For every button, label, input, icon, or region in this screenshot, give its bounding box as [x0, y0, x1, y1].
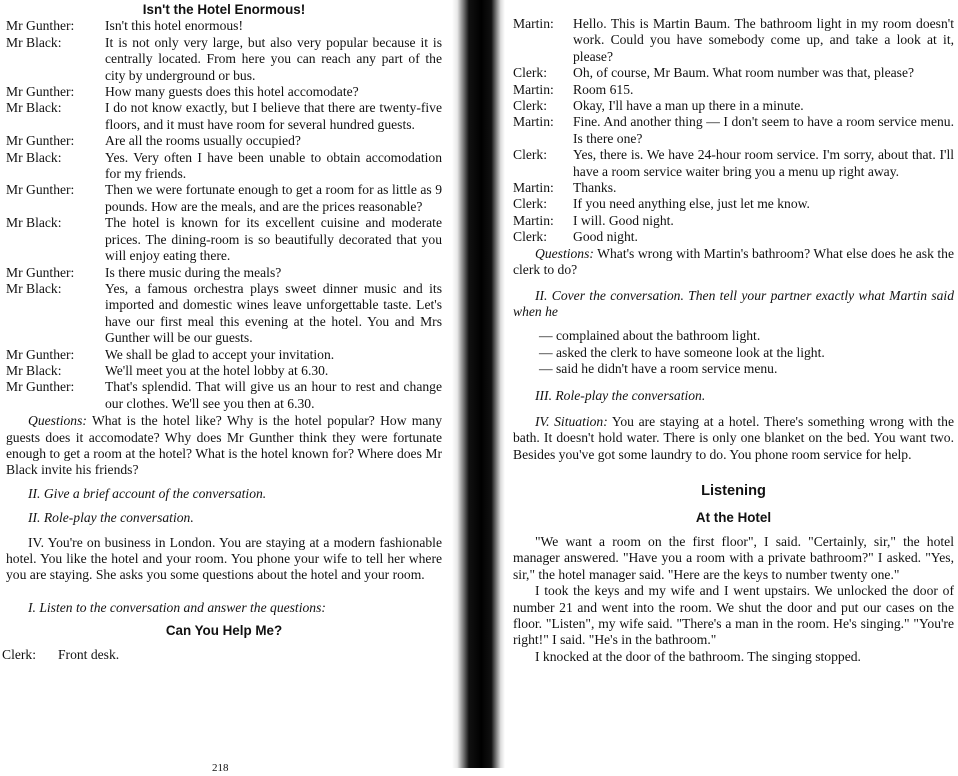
questions-label: Questions:: [28, 413, 87, 429]
speech: Oh, of course, Mr Baum. What room number was that, please?: [573, 65, 915, 81]
dialogue-title-2: Can You Help Me?: [165, 623, 283, 639]
questions-text: What's wrong with Martin's bathroom? What else does he ask the clerk to do?: [513, 245, 954, 278]
speaker: Clerk:: [513, 98, 547, 114]
speaker: Clerk:: [513, 196, 547, 212]
speaker: Clerk:: [513, 147, 547, 163]
questions-block: [6, 413, 442, 479]
dialogue-line: [6, 182, 442, 215]
speech: Room 615.: [573, 81, 634, 97]
dialogue-line: [6, 215, 442, 264]
dialogue-line: [513, 147, 954, 180]
dialogue-line: [6, 100, 442, 133]
dialogue-line: [513, 213, 954, 229]
speech: If you need anything else, just let me know.: [573, 196, 810, 212]
speech: Okay, I'll have a man up there in a minute.: [573, 98, 804, 114]
speaker: Martin:: [513, 114, 554, 130]
speech: Fine. And another thing — I don't seem to have a room service menu. Is there one?: [573, 114, 954, 146]
speaker: Martin:: [513, 16, 554, 31]
speech: Is there music during the meals?: [105, 264, 282, 280]
speaker: Mr Black:: [6, 100, 62, 116]
dialogue-line: [513, 65, 954, 81]
dialogue-line: [6, 281, 442, 347]
speaker: Mr Black:: [6, 215, 62, 231]
dialogue-line: [6, 265, 442, 281]
speaker: Martin:: [513, 212, 554, 228]
listening-text: [513, 534, 954, 665]
paragraph: I knocked at the door of the bathroom. The singing stopped.: [535, 648, 861, 664]
task-summary: II. Give a brief account of the conversation.: [28, 485, 267, 501]
questions-block: [513, 246, 954, 279]
section-subheading: At the Hotel: [695, 509, 772, 525]
dialogue-line: [6, 150, 442, 183]
speech: How many guests does this hotel accomodate?: [105, 84, 359, 100]
speaker: Mr Black:: [6, 362, 62, 378]
right-page: [505, 0, 958, 768]
dialogue-line: [513, 98, 954, 114]
section-heading: Listening: [701, 483, 766, 500]
speaker: Mr Gunther:: [6, 346, 75, 362]
speaker: Mr Black:: [6, 149, 62, 165]
dialogue-line: [513, 180, 954, 196]
dialogue-line: [6, 84, 442, 100]
dialogue-line: [2, 646, 442, 663]
paragraph: I took the keys and my wife and I went upstairs. We unlocked the door of number 21 and went into the room. We shut the door and put our cases on the floor. "Listen", my wife said. "There's a man in the room. He's singing." "You're right!" I said. "He's in the bathroom.": [513, 583, 954, 648]
task-situation-text: You're on business in London. You are staying at a modern fashionable hotel. You like the hotel and your room. You phone your wife to tell her where you are staying. She asks you some questions about the hotel and your room.: [6, 534, 442, 583]
speech: Front desk.: [58, 646, 120, 662]
speaker: Martin:: [513, 81, 554, 97]
dialogue-line: [6, 379, 442, 412]
dialogue-title: Isn't the Hotel Enormous!: [142, 2, 306, 17]
speech: Are all the rooms usually occupied?: [105, 133, 301, 149]
task-listen: I. Listen to the conversation and answer the questions:: [28, 599, 326, 615]
dialogue-line: [6, 133, 442, 149]
speech: Good night.: [573, 229, 638, 245]
questions-text: What is the hotel like? Why is the hotel popular? How many guests does it accomodate? Why does Mr Gunther think they were fortunate enough to get a room at the hotel? What is the hotel known for? Where does Mr Black invite his friends?: [6, 413, 442, 478]
situation-label: IV. Situation:: [535, 413, 608, 429]
task-role-play: III. Role-play the conversation.: [535, 387, 706, 403]
dialogue-line: [513, 229, 954, 245]
dialogue-line: [6, 347, 442, 363]
paragraph: "We want a room on the first floor", I said. "Certainly, sir," the hotel manager answered. "Have you a room with a private bathroom?" I asked. "Yes, sir," the hotel manager said. "Here are the keys to number twenty one.": [513, 533, 954, 582]
speaker: Mr Gunther:: [6, 84, 75, 100]
book-spine: [452, 0, 505, 768]
bullet-list: [513, 328, 954, 377]
left-page: [0, 0, 452, 774]
dialogue-line: [513, 114, 954, 147]
dialogue-line: [6, 363, 442, 379]
speech: We shall be glad to accept your invitation.: [105, 346, 335, 362]
speech: Then we were fortunate enough to get a room for as little as 9 pounds. How are the meals, and are the prices reasonable?: [105, 182, 442, 214]
questions-label: Questions:: [535, 245, 594, 261]
speech: Hello. This is Martin Baum. The bathroom light in my room doesn't work. Could you have somebody come up, and take a look at it, please?: [573, 16, 954, 64]
speech: Isn't this hotel enormous!: [105, 18, 243, 34]
speech: It is not only very large, but also very popular because it is centrally located. From here you can reach any part of the city by underground or bus.: [105, 34, 442, 83]
speaker: Mr Gunther:: [6, 18, 75, 34]
speech: I will. Good night.: [573, 212, 674, 228]
dialogue: [6, 18, 442, 412]
bullet-item: — said he didn't have a room service menu.: [539, 361, 778, 377]
page-number: 218: [212, 762, 229, 774]
speech: The hotel is known for its excellent cuisine and moderate prices. The dining-room is so beautifully decorated that you will enjoy eating there.: [105, 215, 442, 264]
speaker: Clerk:: [513, 65, 547, 81]
speech: Yes, there is. We have 24-hour room service. I'm sorry, about that. I'll have a room service waiter bring you a menu up right away.: [573, 147, 954, 179]
task-role-play: II. Role-play the conversation.: [28, 510, 194, 526]
speech: That's splendid. That will give us an hour to rest and change our clothes. We'll see you then at 6.30.: [105, 379, 442, 411]
task-situation: [513, 414, 954, 463]
speaker: Mr Gunther:: [6, 264, 75, 280]
bullet-item: — complained about the bathroom light.: [539, 328, 761, 344]
speech: Yes. Very often I have been unable to obtain accomodation for my friends.: [105, 149, 442, 182]
dialogue-line: [513, 16, 954, 65]
speaker: Clerk:: [513, 229, 547, 245]
task-retell: II. Cover the conversation. Then tell your partner exactly what Martin said when he: [513, 287, 954, 319]
dialogue-line: [6, 35, 442, 84]
speech: We'll meet you at the hotel lobby at 6.30.: [105, 362, 329, 378]
speaker: Martin:: [513, 180, 554, 196]
dialogue-line: [6, 18, 442, 34]
speaker: Mr Black:: [6, 34, 62, 50]
speaker: Mr Black:: [6, 280, 62, 296]
speaker: Mr Gunther:: [6, 133, 75, 149]
dialogue: [513, 16, 954, 246]
speaker: Mr Gunther:: [6, 379, 75, 395]
dialogue-line: [513, 82, 954, 98]
dialogue-line: [513, 196, 954, 212]
task-situation: [6, 535, 442, 584]
speaker: Clerk:: [2, 646, 36, 662]
task-number: IV.: [28, 534, 44, 550]
bullet-item: — asked the clerk to have someone look at the light.: [539, 344, 825, 360]
speech: Yes, a famous orchestra plays sweet dinner music and its imported and domestic wines leave unforgettable taste. Let's have our first meal this evening at the hotel. You and Mrs Gunther will be our guests.: [105, 280, 442, 346]
speech: I do not know exactly, but I believe that there are twenty-five floors, and it must have room for several hundred guests.: [105, 100, 442, 132]
speaker: Mr Gunther:: [6, 182, 75, 198]
speech: Thanks.: [573, 180, 617, 196]
situation-text: You are staying at a hotel. There's something wrong with the bath. It doesn't hold water. There is only one blanket on the bed. You want two. Besides you've got some laundry to do. You phone room service for help.: [513, 413, 954, 462]
